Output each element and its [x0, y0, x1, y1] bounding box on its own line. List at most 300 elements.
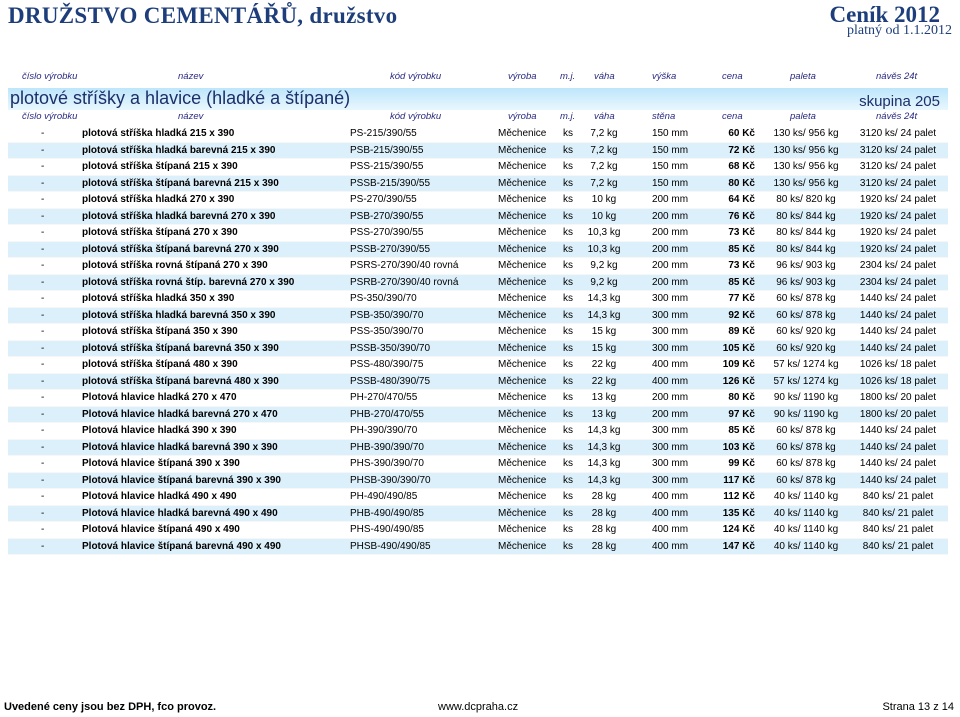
- row-code: -: [41, 276, 45, 288]
- price: 112 Kč: [723, 491, 755, 502]
- product-name: plotová stříška rovná štípaná 270 x 390: [82, 260, 268, 271]
- table-row: [8, 423, 948, 440]
- row-code: -: [41, 177, 45, 189]
- pallet: 96 ks/ 903 kg: [776, 276, 836, 288]
- col-cislo: číslo výrobku: [22, 111, 78, 122]
- height: 200 mm: [651, 227, 689, 238]
- unit: ks: [563, 342, 573, 354]
- price: 64 Kč: [728, 194, 755, 205]
- trailer: 1800 ks/ 20 palet: [859, 392, 937, 403]
- col-cislo: číslo výrobku: [22, 71, 78, 82]
- row-code: -: [41, 194, 45, 205]
- weight: 13 kg: [591, 392, 617, 403]
- weight: 7,2 kg: [590, 128, 618, 139]
- trailer: 1440 ks/ 24 palet: [859, 309, 937, 321]
- table-row: [8, 176, 948, 193]
- section-title: plotové stříšky a hlavice (hladké a štípané): [10, 88, 351, 108]
- pallet: 130 ks/ 956 kg: [773, 177, 839, 189]
- pallet: 80 ks/ 844 kg: [776, 210, 836, 222]
- price: 109 Kč: [722, 359, 755, 370]
- unit: ks: [563, 276, 573, 288]
- weight: 10 kg: [591, 210, 617, 222]
- col-kod: kód výrobku: [390, 111, 442, 122]
- footer-page-number: Strana 13 z 14: [882, 701, 954, 713]
- product-code: PH-490/490/85: [350, 491, 418, 502]
- height: 400 mm: [651, 491, 689, 502]
- product-name: plotová stříška hladká 350 x 390: [82, 293, 235, 304]
- unit: ks: [563, 441, 573, 453]
- pallet: 40 ks/ 1140 kg: [773, 540, 839, 552]
- pallet: 130 ks/ 956 kg: [773, 161, 839, 172]
- col-nazev: název: [178, 71, 204, 82]
- product-code: PSB-350/390/70: [350, 309, 424, 321]
- weight: 10,3 kg: [587, 227, 621, 238]
- row-code: -: [41, 540, 45, 552]
- pallet: 80 ks/ 844 kg: [776, 243, 836, 255]
- pallet: 90 ks/ 1190 kg: [773, 392, 839, 403]
- pallet: 40 ks/ 1140 kg: [773, 524, 839, 535]
- product-name: plotová stříška rovná štíp. barevná 270 x 390: [82, 276, 295, 288]
- price: 105 Kč: [722, 342, 755, 354]
- table-row: [8, 308, 948, 325]
- pallet: 60 ks/ 878 kg: [776, 309, 836, 321]
- product-code: PHB-490/490/85: [350, 507, 424, 519]
- product-code: PSS-270/390/55: [350, 227, 424, 238]
- col-vaha: váha: [594, 71, 615, 82]
- production-site: Měchenice: [498, 194, 547, 205]
- product-name: plotová stříška štípaná 215 x 390: [82, 161, 238, 172]
- table-row: [8, 242, 948, 259]
- height: 300 mm: [651, 474, 689, 486]
- col-mj: m.j.: [560, 111, 576, 122]
- trailer: 1920 ks/ 24 palet: [859, 243, 937, 255]
- product-name: plotová stříška hladká 270 x 390: [82, 194, 235, 205]
- pallet: 57 ks/ 1274 kg: [773, 375, 839, 387]
- trailer: 2304 ks/ 24 palet: [859, 260, 937, 271]
- pallet: 40 ks/ 1140 kg: [773, 507, 839, 519]
- table-row: [8, 225, 948, 242]
- section-group: skupina 205: [859, 93, 940, 110]
- trailer: 1440 ks/ 24 palet: [859, 474, 937, 486]
- unit: ks: [563, 243, 573, 255]
- unit: ks: [563, 210, 573, 222]
- production-site: Měchenice: [498, 210, 547, 222]
- trailer: 840 ks/ 21 palet: [862, 507, 934, 519]
- row-code: -: [41, 309, 45, 321]
- height: 400 mm: [651, 375, 689, 387]
- price: 85 Kč: [728, 276, 755, 288]
- weight: 28 kg: [591, 491, 617, 502]
- price: 97 Kč: [728, 408, 755, 420]
- production-site: Měchenice: [498, 408, 547, 420]
- unit: ks: [563, 359, 573, 370]
- weight: 28 kg: [591, 540, 617, 552]
- trailer: 1440 ks/ 24 palet: [859, 425, 937, 436]
- product-code: PS-215/390/55: [350, 128, 417, 139]
- weight: 9,2 kg: [590, 260, 618, 271]
- unit: ks: [563, 293, 573, 304]
- production-site: Měchenice: [498, 474, 547, 486]
- trailer: 1920 ks/ 24 palet: [859, 210, 937, 222]
- product-code: PHS-390/390/70: [350, 458, 424, 469]
- row-code: -: [41, 474, 45, 486]
- row-code: -: [41, 491, 45, 502]
- unit: ks: [563, 326, 573, 337]
- weight: 15 kg: [591, 326, 617, 337]
- row-code: -: [41, 128, 45, 139]
- product-name: Plotová hlavice hladká 490 x 490: [82, 491, 237, 502]
- table-row: [8, 456, 948, 473]
- pallet: 60 ks/ 878 kg: [776, 441, 836, 453]
- pallet: 80 ks/ 844 kg: [776, 227, 836, 238]
- product-name: plotová stříška štípaná barevná 480 x 390: [82, 375, 279, 387]
- height: 400 mm: [651, 507, 689, 519]
- production-site: Měchenice: [498, 260, 547, 271]
- pricelist-title: Ceník 2012: [829, 2, 940, 27]
- col-mj: m.j.: [560, 71, 576, 82]
- weight: 13 kg: [591, 408, 617, 420]
- trailer: 3120 ks/ 24 palet: [859, 161, 937, 172]
- unit: ks: [563, 524, 573, 535]
- table-row: [8, 291, 948, 308]
- trailer: 840 ks/ 21 palet: [862, 540, 934, 552]
- unit: ks: [563, 375, 573, 387]
- pallet: 57 ks/ 1274 kg: [773, 359, 839, 370]
- product-code: PH-270/470/55: [350, 392, 418, 403]
- weight: 10 kg: [591, 194, 617, 205]
- product-code: PS-270/390/55: [350, 194, 417, 205]
- company-name: DRUŽSTVO CEMENTÁŘŮ, družstvo: [8, 3, 398, 28]
- unit: ks: [563, 309, 573, 321]
- height: 300 mm: [651, 342, 689, 354]
- price: 73 Kč: [728, 227, 755, 238]
- weight: 28 kg: [591, 524, 617, 535]
- pallet: 60 ks/ 920 kg: [776, 342, 836, 354]
- table-row: [8, 126, 948, 143]
- price: 99 Kč: [728, 458, 755, 469]
- production-site: Měchenice: [498, 458, 547, 469]
- unit: ks: [563, 408, 573, 420]
- production-site: Měchenice: [498, 309, 547, 321]
- trailer: 1920 ks/ 24 palet: [859, 194, 937, 205]
- table-row: [8, 357, 948, 374]
- col-kod: kód výrobku: [390, 71, 442, 82]
- trailer: 1440 ks/ 24 palet: [859, 326, 937, 337]
- col-vaha: váha: [594, 111, 615, 122]
- section-band: [8, 88, 948, 110]
- col-vyroba: výroba: [508, 111, 537, 122]
- price: 126 Kč: [722, 375, 755, 387]
- production-site: Měchenice: [498, 540, 547, 552]
- product-name: Plotová hlavice hladká barevná 490 x 490: [82, 507, 278, 519]
- pallet: 96 ks/ 903 kg: [776, 260, 836, 271]
- unit: ks: [563, 177, 573, 189]
- row-code: -: [41, 161, 45, 172]
- weight: 14,3 kg: [587, 474, 621, 486]
- pallet: 80 ks/ 820 kg: [776, 194, 836, 205]
- price: 124 Kč: [722, 524, 755, 535]
- product-code: PHSB-490/490/85: [350, 540, 431, 552]
- product-name: plotová stříška štípaná 270 x 390: [82, 227, 238, 238]
- unit: ks: [563, 161, 573, 172]
- height: 200 mm: [651, 276, 689, 288]
- height: 400 mm: [651, 540, 689, 552]
- product-code: PSSB-350/390/70: [350, 342, 431, 354]
- price: 135 Kč: [722, 507, 755, 519]
- production-site: Měchenice: [498, 441, 547, 453]
- weight: 9,2 kg: [590, 276, 618, 288]
- price: 92 Kč: [728, 309, 755, 321]
- column-headers-top: [8, 71, 948, 85]
- table-row: [8, 506, 948, 523]
- unit: ks: [563, 474, 573, 486]
- weight: 14,3 kg: [587, 293, 621, 304]
- row-code: -: [41, 392, 45, 403]
- table-row: [8, 324, 948, 341]
- pallet: 60 ks/ 878 kg: [776, 458, 836, 469]
- product-name: plotová stříška hladká barevná 270 x 390: [82, 210, 276, 222]
- footer-note: Uvedené ceny jsou bez DPH, fco provoz.: [4, 701, 217, 713]
- price: 76 Kč: [728, 210, 755, 222]
- height: 200 mm: [651, 210, 689, 222]
- trailer: 1920 ks/ 24 palet: [859, 227, 937, 238]
- production-site: Měchenice: [498, 161, 547, 172]
- production-site: Měchenice: [498, 276, 547, 288]
- pallet: 60 ks/ 878 kg: [776, 474, 836, 486]
- product-code: PSSB-270/390/55: [350, 243, 431, 255]
- table-row: [8, 390, 948, 407]
- weight: 14,3 kg: [587, 458, 621, 469]
- row-code: -: [41, 326, 45, 337]
- pallet: 90 ks/ 1190 kg: [773, 408, 839, 420]
- row-code: -: [41, 260, 45, 271]
- unit: ks: [563, 227, 573, 238]
- weight: 7,2 kg: [590, 144, 618, 156]
- product-name: plotová stříška štípaná barevná 270 x 390: [82, 243, 279, 255]
- product-name: Plotová hlavice štípaná barevná 490 x 490: [82, 540, 281, 552]
- height: 300 mm: [651, 458, 689, 469]
- table-row: [8, 192, 948, 209]
- price: 147 Kč: [722, 540, 755, 552]
- page-footer: [0, 701, 960, 715]
- table-row: [8, 374, 948, 391]
- col-paleta: paleta: [790, 71, 816, 82]
- pallet: 60 ks/ 920 kg: [776, 326, 836, 337]
- trailer: 1440 ks/ 24 palet: [859, 293, 937, 304]
- height: 300 mm: [651, 293, 689, 304]
- table-row: [8, 539, 948, 556]
- trailer: 1800 ks/ 20 palet: [859, 408, 937, 420]
- col-nazev: název: [178, 111, 204, 122]
- row-code: -: [41, 293, 45, 304]
- row-code: -: [41, 458, 45, 469]
- col-cena: cena: [722, 71, 743, 82]
- product-name: Plotová hlavice štípaná 390 x 390: [82, 458, 240, 469]
- price: 73 Kč: [728, 260, 755, 271]
- weight: 14,3 kg: [587, 441, 621, 453]
- height: 400 mm: [651, 359, 689, 370]
- table-row: [8, 341, 948, 358]
- height: 300 mm: [651, 326, 689, 337]
- product-code: PH-390/390/70: [350, 425, 418, 436]
- product-name: plotová stříška štípaná barevná 215 x 390: [82, 177, 279, 189]
- valid-from: platný od 1.1.2012: [847, 23, 952, 38]
- weight: 14,3 kg: [587, 425, 621, 436]
- table-row: [8, 159, 948, 176]
- trailer: 2304 ks/ 24 palet: [859, 276, 937, 288]
- trailer: 3120 ks/ 24 palet: [859, 177, 937, 189]
- product-code: PHB-270/470/55: [350, 408, 424, 420]
- trailer: 840 ks/ 21 palet: [862, 491, 934, 502]
- production-site: Měchenice: [498, 524, 547, 535]
- row-code: -: [41, 359, 45, 370]
- table-row: [8, 440, 948, 457]
- row-code: -: [41, 227, 45, 238]
- row-code: -: [41, 342, 45, 354]
- page-header: [0, 0, 960, 64]
- height: 150 mm: [651, 177, 689, 189]
- table-row: [8, 407, 948, 424]
- row-code: -: [41, 507, 45, 519]
- product-code: PSS-215/390/55: [350, 161, 424, 172]
- product-code: PHSB-390/390/70: [350, 474, 431, 486]
- product-name: Plotová hlavice štípaná barevná 390 x 390: [82, 474, 281, 486]
- height: 200 mm: [651, 408, 689, 420]
- product-code: PS-350/390/70: [350, 293, 417, 304]
- production-site: Měchenice: [498, 425, 547, 436]
- production-site: Měchenice: [498, 128, 547, 139]
- weight: 14,3 kg: [587, 309, 621, 321]
- trailer: 1440 ks/ 24 palet: [859, 441, 937, 453]
- pallet: 60 ks/ 878 kg: [776, 293, 836, 304]
- pallet: 130 ks/ 956 kg: [773, 144, 839, 156]
- production-site: Měchenice: [498, 326, 547, 337]
- price-table: [8, 126, 948, 555]
- height: 300 mm: [651, 425, 689, 436]
- product-code: PSB-270/390/55: [350, 210, 424, 222]
- table-row: [8, 209, 948, 226]
- price: 60 Kč: [728, 128, 755, 139]
- product-name: plotová stříška hladká barevná 350 x 390: [82, 309, 276, 321]
- pallet: 40 ks/ 1140 kg: [773, 491, 839, 502]
- product-code: PSRB-270/390/40 rovná: [350, 276, 459, 288]
- product-name: plotová stříška štípaná barevná 350 x 390: [82, 342, 279, 354]
- production-site: Měchenice: [498, 342, 547, 354]
- unit: ks: [563, 194, 573, 205]
- product-code: PHB-390/390/70: [350, 441, 424, 453]
- production-site: Měchenice: [498, 359, 547, 370]
- product-code: PSSB-480/390/75: [350, 375, 431, 387]
- product-name: Plotová hlavice hladká barevná 390 x 390: [82, 441, 278, 453]
- height: 150 mm: [651, 128, 689, 139]
- unit: ks: [563, 392, 573, 403]
- product-name: Plotová hlavice hladká 270 x 470: [82, 392, 237, 403]
- product-name: Plotová hlavice štípaná 490 x 490: [82, 524, 240, 535]
- table-row: [8, 143, 948, 160]
- product-code: PSSB-215/390/55: [350, 177, 431, 189]
- table-row: [8, 522, 948, 539]
- product-code: PSS-480/390/75: [350, 359, 424, 370]
- weight: 22 kg: [591, 375, 617, 387]
- col-naves: návěs 24t: [876, 71, 918, 82]
- unit: ks: [563, 425, 573, 436]
- price: 85 Kč: [728, 425, 755, 436]
- production-site: Měchenice: [498, 491, 547, 502]
- product-name: Plotová hlavice hladká barevná 270 x 470: [82, 408, 278, 420]
- height: 200 mm: [651, 243, 689, 255]
- row-code: -: [41, 144, 45, 156]
- height: 200 mm: [651, 392, 689, 403]
- product-name: plotová stříška hladká barevná 215 x 390: [82, 144, 276, 156]
- height: 400 mm: [651, 524, 689, 535]
- production-site: Měchenice: [498, 177, 547, 189]
- unit: ks: [563, 507, 573, 519]
- weight: 10,3 kg: [587, 243, 621, 255]
- product-name: plotová stříška štípaná 350 x 390: [82, 326, 238, 337]
- row-code: -: [41, 408, 45, 420]
- production-site: Měchenice: [498, 293, 547, 304]
- product-code: PSS-350/390/70: [350, 326, 424, 337]
- product-code: PSB-215/390/55: [350, 144, 424, 156]
- height: 200 mm: [651, 194, 689, 205]
- row-code: -: [41, 441, 45, 453]
- weight: 28 kg: [591, 507, 617, 519]
- col-cena: cena: [722, 111, 743, 122]
- weight: 22 kg: [591, 359, 617, 370]
- product-name: plotová stříška hladká 215 x 390: [82, 128, 235, 139]
- col-stena: stěna: [652, 111, 676, 122]
- unit: ks: [563, 458, 573, 469]
- price: 68 Kč: [728, 161, 755, 172]
- product-name: Plotová hlavice hladká 390 x 390: [82, 425, 237, 436]
- unit: ks: [563, 540, 573, 552]
- production-site: Měchenice: [498, 375, 547, 387]
- product-code: PSRS-270/390/40 rovná: [350, 260, 459, 271]
- price: 72 Kč: [728, 144, 755, 156]
- product-name: plotová stříška štípaná 480 x 390: [82, 359, 238, 370]
- production-site: Měchenice: [498, 144, 547, 156]
- price: 117 Kč: [723, 474, 755, 486]
- trailer: 1026 ks/ 18 palet: [859, 359, 937, 370]
- price: 89 Kč: [728, 326, 755, 337]
- col-vyska: výška: [652, 71, 677, 82]
- price: 103 Kč: [722, 441, 755, 453]
- price: 85 Kč: [728, 243, 755, 255]
- row-code: -: [41, 524, 45, 535]
- weight: 7,2 kg: [590, 161, 618, 172]
- height: 300 mm: [651, 309, 689, 321]
- row-code: -: [41, 375, 45, 387]
- production-site: Měchenice: [498, 227, 547, 238]
- col-naves: návěs 24t: [876, 111, 918, 122]
- table-row: [8, 258, 948, 275]
- trailer: 1026 ks/ 18 palet: [859, 375, 937, 387]
- unit: ks: [563, 491, 573, 502]
- product-code: PHS-490/490/85: [350, 524, 424, 535]
- footer-website: www.dcpraha.cz: [438, 701, 519, 713]
- col-paleta: paleta: [790, 111, 816, 122]
- pallet: 130 ks/ 956 kg: [773, 128, 839, 139]
- col-vyroba: výroba: [508, 71, 537, 82]
- unit: ks: [563, 144, 573, 156]
- unit: ks: [563, 128, 573, 139]
- trailer: 1440 ks/ 24 palet: [859, 342, 937, 354]
- trailer: 3120 ks/ 24 palet: [859, 144, 937, 156]
- row-code: -: [41, 243, 45, 255]
- trailer: 3120 ks/ 24 palet: [859, 128, 937, 139]
- price: 80 Kč: [728, 392, 755, 403]
- row-code: -: [41, 425, 45, 436]
